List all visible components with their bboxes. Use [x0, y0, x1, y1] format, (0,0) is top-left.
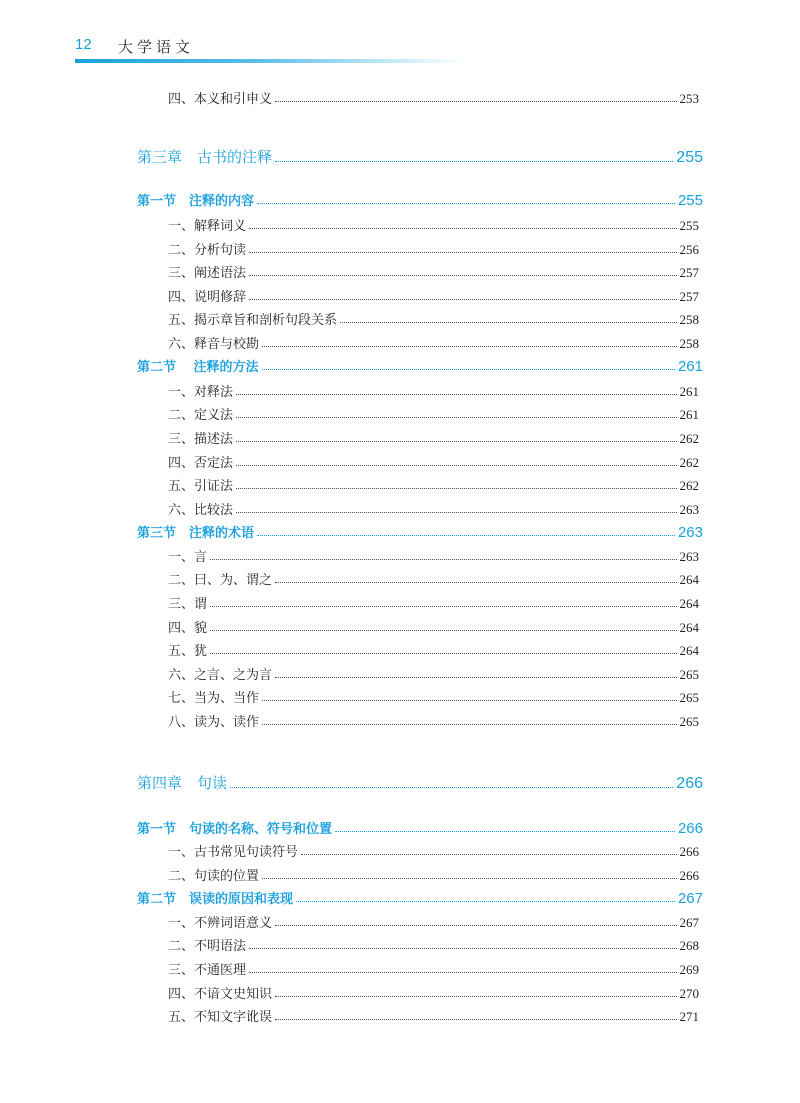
toc-entry-page-number: 266 — [676, 775, 703, 792]
toc-entry-page-number: 263 — [677, 524, 703, 541]
toc-item-entry[interactable] — [168, 909, 699, 931]
toc-item-entry[interactable] — [168, 661, 699, 683]
dot-leader — [301, 854, 676, 855]
toc-entry-page-number: 264 — [679, 596, 699, 611]
dot-leader — [249, 228, 676, 229]
dot-leader — [236, 417, 676, 418]
toc-entry-title: 八、读为、读作 — [168, 715, 260, 730]
dot-leader — [275, 161, 673, 162]
dot-leader — [275, 996, 676, 997]
dot-leader — [335, 831, 675, 832]
toc-entry-page-number: 265 — [679, 690, 699, 705]
toc-entry-page-number: 261 — [679, 384, 699, 399]
toc-entry-page-number: 263 — [679, 502, 699, 517]
dot-leader — [236, 465, 676, 466]
toc-entry-title: 二、不明语法 — [168, 939, 247, 954]
toc-entry-page-number: 269 — [679, 962, 699, 977]
toc-entry-page-number: 265 — [679, 667, 699, 682]
dot-leader — [262, 346, 676, 347]
toc-item-entry[interactable] — [168, 401, 699, 423]
toc-item-entry[interactable] — [168, 838, 699, 860]
toc-item-entry[interactable] — [168, 425, 699, 447]
toc-entry-title: 四、说明修辞 — [168, 290, 247, 305]
dot-leader — [236, 512, 676, 513]
toc-item-entry[interactable] — [168, 472, 699, 494]
dot-leader — [236, 441, 676, 442]
toc-entry-page-number: 268 — [679, 938, 699, 953]
toc-entry-page-number: 262 — [679, 478, 699, 493]
toc-entry-page-number: 256 — [679, 242, 699, 257]
toc-entry-title: 四、本义和引申义 — [168, 92, 273, 107]
toc-entry-page-number: 255 — [676, 149, 703, 166]
toc-entry-title: 四、不谙文史知识 — [168, 987, 273, 1002]
toc-entry-title: 三、阐述语法 — [168, 266, 247, 281]
toc-entry-title: 三、描述法 — [168, 432, 234, 447]
dot-leader — [210, 559, 676, 560]
toc-entry-page-number: 258 — [679, 336, 699, 351]
dot-leader — [257, 203, 675, 204]
toc-item-entry[interactable] — [168, 862, 699, 884]
toc-item-entry[interactable] — [168, 684, 699, 706]
toc-entry-title: 六、比较法 — [168, 503, 234, 518]
toc-item-entry[interactable] — [168, 614, 699, 636]
dot-leader — [249, 299, 676, 300]
toc-item-entry[interactable] — [168, 85, 699, 107]
book-title: 大学语文 — [118, 38, 195, 56]
toc-entry-title: 五、引证法 — [168, 479, 234, 494]
toc-entry-title: 一、解释词义 — [168, 219, 247, 234]
toc-item-entry[interactable] — [168, 543, 699, 565]
toc-entry-title: 四、貌 — [168, 621, 208, 636]
toc-entry-title: 五、不知文字讹误 — [168, 1010, 273, 1025]
toc-section-entry[interactable] — [137, 519, 703, 541]
toc-section-entry[interactable] — [137, 353, 703, 375]
toc-entry-page-number: 264 — [679, 572, 699, 587]
toc-item-entry[interactable] — [168, 708, 699, 730]
toc-entry-title: 第四章 句读 — [137, 774, 228, 792]
dot-leader — [275, 677, 676, 678]
toc-item-entry[interactable] — [168, 496, 699, 518]
toc-item-entry[interactable] — [168, 956, 699, 978]
dot-leader — [262, 724, 676, 725]
dot-leader — [275, 1019, 676, 1020]
dot-leader — [236, 488, 676, 489]
page-number: 12 — [75, 36, 92, 53]
dot-leader — [210, 653, 676, 654]
toc-entry-page-number: 257 — [679, 289, 699, 304]
toc-section-entry[interactable] — [137, 885, 703, 907]
toc-chapter-entry[interactable] — [137, 145, 703, 167]
toc-item-entry[interactable] — [168, 330, 699, 352]
toc-entry-title: 一、对释法 — [168, 385, 234, 400]
dot-leader — [257, 535, 675, 536]
toc-entry-title: 二、定义法 — [168, 408, 234, 423]
toc-entry-title: 一、不辨词语意义 — [168, 916, 273, 931]
toc-entry-title: 第二节 误读的原因和表现 — [137, 892, 294, 907]
toc-entry-page-number: 266 — [679, 844, 699, 859]
toc-entry-page-number: 255 — [677, 192, 703, 209]
dot-leader — [249, 275, 676, 276]
toc-entry-title: 一、言 — [168, 550, 208, 565]
toc-item-entry[interactable] — [168, 932, 699, 954]
toc-item-entry[interactable] — [168, 306, 699, 328]
toc-entry-page-number: 267 — [679, 915, 699, 930]
dot-leader — [262, 878, 676, 879]
toc-entry-title: 三、谓 — [168, 597, 208, 612]
dot-leader — [340, 322, 676, 323]
toc-entry-title: 五、揭示章旨和剖析句段关系 — [168, 313, 338, 328]
toc-item-entry[interactable] — [168, 980, 699, 1002]
dot-leader — [296, 901, 675, 902]
toc-item-entry[interactable] — [168, 1003, 699, 1025]
toc-entry-page-number: 267 — [677, 890, 703, 907]
toc-entry-page-number: 263 — [679, 549, 699, 564]
toc-item-entry[interactable] — [168, 590, 699, 612]
dot-leader — [230, 787, 673, 788]
toc-entry-title: 六、释音与校勘 — [168, 337, 260, 352]
toc-entry-title: 五、犹 — [168, 644, 208, 659]
toc-entry-page-number: 262 — [679, 455, 699, 470]
toc-entry-title: 二、曰、为、谓之 — [168, 573, 273, 588]
toc-item-entry[interactable] — [168, 566, 699, 588]
toc-entry-page-number: 264 — [679, 643, 699, 658]
toc-entry-page-number: 262 — [679, 431, 699, 446]
dot-leader — [262, 369, 675, 370]
toc-entry-page-number: 253 — [679, 91, 699, 106]
toc-entry-title: 二、分析句读 — [168, 243, 247, 258]
toc-section-entry[interactable] — [137, 815, 703, 837]
toc-entry-title: 三、不通医理 — [168, 963, 247, 978]
dot-leader — [210, 630, 676, 631]
toc-entry-page-number: 265 — [679, 714, 699, 729]
toc-entry-title: 四、否定法 — [168, 456, 234, 471]
toc-entry-title: 六、之言、之为言 — [168, 668, 273, 683]
toc-entry-title: 七、当为、当作 — [168, 691, 260, 706]
toc-entry-title: 第三章 古书的注释 — [137, 148, 273, 166]
dot-leader — [249, 252, 676, 253]
toc-item-entry[interactable] — [168, 236, 699, 258]
dot-leader — [275, 101, 676, 102]
toc-entry-page-number: 258 — [679, 312, 699, 327]
toc-entry-page-number: 255 — [679, 218, 699, 233]
toc-entry-page-number: 270 — [679, 986, 699, 1001]
toc-item-entry[interactable] — [168, 212, 699, 234]
dot-leader — [249, 948, 676, 949]
toc-entry-page-number: 264 — [679, 620, 699, 635]
toc-entry-title: 第三节 注释的术语 — [137, 526, 255, 541]
toc-entry-page-number: 261 — [677, 358, 703, 375]
toc-entry-title: 第一节 句读的名称、符号和位置 — [137, 822, 333, 837]
toc-entry-page-number: 271 — [679, 1009, 699, 1024]
toc-chapter-entry[interactable] — [137, 771, 703, 793]
toc-entry-page-number: 261 — [679, 407, 699, 422]
dot-leader — [210, 606, 676, 607]
toc-section-entry[interactable] — [137, 187, 703, 209]
dot-leader — [275, 925, 676, 926]
toc-item-entry[interactable] — [168, 637, 699, 659]
toc-entry-title: 二、句读的位置 — [168, 869, 260, 884]
header-rule — [75, 59, 465, 63]
toc-entry-title: 第一节 注释的内容 — [137, 194, 255, 209]
toc-entry-page-number: 257 — [679, 265, 699, 280]
running-header — [75, 34, 465, 66]
toc-item-entry[interactable] — [168, 259, 699, 281]
toc-entry-title: 第二节 注释的方法 — [137, 360, 259, 375]
dot-leader — [236, 394, 676, 395]
toc-item-entry[interactable] — [168, 449, 699, 471]
toc-item-entry[interactable] — [168, 283, 699, 305]
dot-leader — [275, 582, 676, 583]
toc-entry-page-number: 266 — [677, 820, 703, 837]
dot-leader — [262, 700, 676, 701]
toc-entry-page-number: 266 — [679, 868, 699, 883]
toc-entry-title: 一、古书常见句读符号 — [168, 845, 299, 860]
dot-leader — [249, 972, 676, 973]
toc-item-entry[interactable] — [168, 378, 699, 400]
